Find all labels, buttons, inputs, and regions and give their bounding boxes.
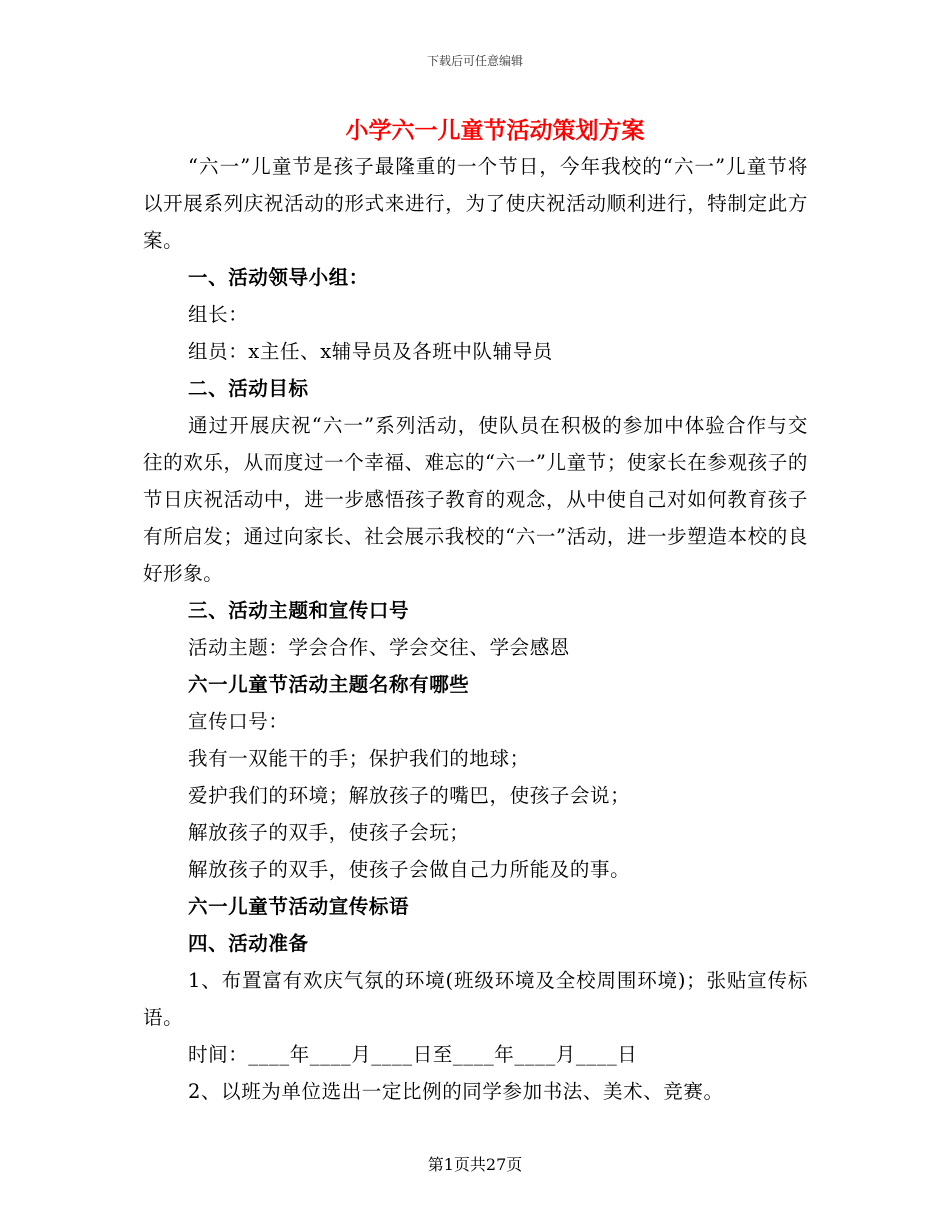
- slogan-line: 爱护我们的环境；解放孩子的嘴巴，使孩子会说；: [188, 784, 631, 807]
- slogan-heading: 六一儿童节活动宣传标语: [188, 895, 410, 918]
- theme-names-heading: 六一儿童节活动主题名称有哪些: [188, 673, 470, 696]
- intro-paragraph: “六一”儿童节是孩子最隆重的一个节日，今年我校的“六一”儿童节将以开展系列庆祝活动的形式来进行，为了使庆祝活动顺利进行，特制定此方案。: [143, 155, 808, 252]
- section-heading-preparation: 四、活动准备: [188, 932, 309, 955]
- document-body: [143, 148, 808, 1110]
- document-title: 小学六一儿童节活动策划方案: [345, 117, 645, 144]
- time-line: 时间：____年____月____日至____年____月____日: [188, 1043, 638, 1066]
- page-footer: 第1页共27页: [427, 1155, 523, 1174]
- section-heading-theme: 三、活动主题和宣传口号: [188, 599, 410, 622]
- section-heading-goals: 二、活动目标: [188, 377, 309, 400]
- members-line: 组员：x主任、x辅导员及各班中队辅导员: [188, 340, 553, 363]
- section-heading-leadership: 一、活动领导小组：: [188, 266, 369, 289]
- header-note: 下载后可任意编辑: [426, 54, 523, 68]
- leader-line: 组长：: [188, 303, 249, 326]
- preparation-item-1: 1、布置富有欢庆气氛的环境(班级环境及全校周围环境)；张贴宣传标语。: [143, 969, 808, 1029]
- slogan-line: 解放孩子的双手，使孩子会做自己力所能及的事。: [188, 858, 631, 881]
- slogan-line: 解放孩子的双手，使孩子会玩；: [188, 821, 470, 844]
- theme-line: 活动主题：学会合作、学会交往、学会感恩: [188, 636, 570, 659]
- slogan-label: 宣传口号：: [188, 710, 289, 733]
- goals-paragraph: 通过开展庆祝“六一”系列活动，使队员在积极的参加中体验合作与交往的欢乐，从而度过一个幸福、难忘的“六一”儿童节；使家长在参观孩子的节日庆祝活动中，进一步感悟孩子教育的观念，从中使自己对如何教育孩子有所启发；通过向家长、社会展示我校的“六一”活动，进一步塑造本校的良好形象。: [143, 414, 808, 585]
- slogan-line: 我有一双能干的手；保护我们的地球；: [188, 747, 530, 770]
- preparation-item-2: 2、以班为单位选出一定比例的同学参加书法、美术、竞赛。: [188, 1080, 724, 1103]
